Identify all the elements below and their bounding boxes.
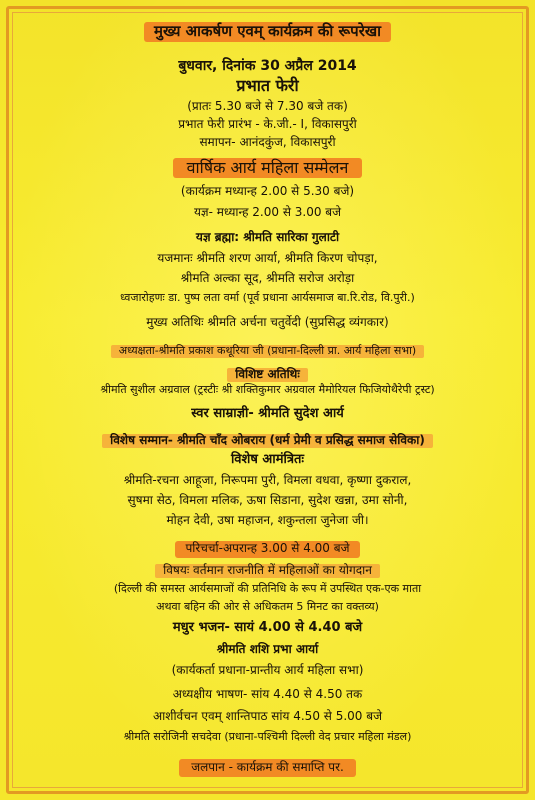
- footer-refreshment: जलपान - कार्यक्रम की समाप्ति पर.: [179, 759, 356, 777]
- sammelan-time: (कार्यक्रम मध्यान्ह 2.00 से 5.30 बजे): [180, 184, 355, 198]
- invited-line-3: मोहन देवी, उषा महाजन, शकुन्तला जुनेजा जी।: [166, 513, 369, 527]
- special-honor: विशेष सम्मान- श्रीमति चाँद ओबराय (धर्म प्रेमी व प्रसिद्ध समाज सेविका): [102, 434, 433, 448]
- bhajan-time: मधुर भजन- सायं 4.00 से 4.40 बजे: [172, 620, 363, 635]
- prabhat-time: (प्रातः 5.30 बजे से 7.30 बजे तक): [187, 99, 348, 113]
- charcha-note-2: अथवा बहिन की ओर से अधिकतम 5 मिनट का वक्तव्य): [156, 600, 379, 613]
- main-title: मुख्य आकर्षण एवम् कार्यक्रम की रूपरेखा: [144, 22, 391, 42]
- yagya-time: यज्ञ- मध्यान्ह 2.00 से 3.00 बजे: [193, 205, 342, 219]
- dhwajarohan: ध्वजारोहणः डा. पुष्प लता वर्मा (पूर्व प्रधाना आर्यसमाज बा.रि.रोड, वि.पुरी.): [120, 291, 415, 304]
- bhajan-singer-role: (कार्यकर्ता प्रधाना-प्रान्तीय आर्य महिला सभा): [171, 663, 364, 677]
- special-guest: श्रीमति सुशील अग्रवाल (ट्रस्टीः श्री शक्तिकुमार अग्रवाल मैमोरियल फिजियोथैरेपी ट्रस्ट): [100, 383, 435, 396]
- special-guest-label: विशिष्ट अतिथिः: [227, 368, 308, 382]
- swar-samragyi: स्वर साम्राज्ञी- श्रीमति सुदेश आर्य: [191, 406, 344, 421]
- prabhat-start: प्रभात फेरी प्रारंभ - के.जी.- I, विकासपुरी: [178, 117, 357, 131]
- charcha-time: परिचर्चा-अपरान्ह 3.00 से 4.00 बजे: [175, 541, 359, 558]
- invited-line-2: सुषमा सेठ, विमला मलिक, ऊषा सिडाना, सुदेश खन्ना, उमा सोनी,: [127, 493, 408, 507]
- yajman-line-2: श्रीमति अल्का सूद, श्रीमति सरोज अरोड़ा: [180, 271, 355, 285]
- yajman-line-1: यजमानः श्रीमति शरण आर्या, श्रीमति किरण चोपड़ा,: [157, 251, 378, 265]
- chief-guest: मुख्य अतिथिः श्रीमति अर्चना चतुर्वेदी (सुप्रसिद्ध व्यंगकार): [146, 315, 389, 329]
- event-date: बुधवार, दिनांक 30 अप्रैल 2014: [178, 58, 357, 74]
- charcha-topic: विषयः वर्तमान राजनीति में महिलाओं का योगदान: [155, 564, 380, 578]
- prabhat-end: समापन- आनंदकुंज, विकासपुरी: [199, 135, 336, 149]
- yagya-brahma: यज्ञ ब्रह्मा: श्रीमति सारिका गुलाटी: [195, 230, 340, 244]
- prabhat-heading: प्रभात फेरी: [236, 76, 299, 95]
- blessing: आशीर्वचन एवम् शान्तिपाठ सांय 4.50 से 5.00 बजे: [153, 709, 382, 723]
- president: अध्यक्षता-श्रीमति प्रकाश कथूरिया जी (प्रधाना-दिल्ली प्रा. आर्य महिला सभा): [111, 345, 424, 358]
- sammelan-heading: वार्षिक आर्य महिला सम्मेलन: [173, 158, 363, 178]
- invited-line-1: श्रीमति-रचना आहूजा, निरूपमा पुरी, विमला वधवा, कृष्णा दुकराल,: [123, 473, 412, 487]
- charcha-note-1: (दिल्ली की समस्त आर्यसमाजों की प्रतिनिधि के रूप में उपस्थित एक-एक माता: [113, 582, 422, 595]
- bhajan-singer: श्रीमति शशि प्रभा आर्या: [216, 642, 319, 656]
- presidential-address: अध्यक्षीय भाषण- सांय 4.40 से 4.50 तक: [172, 687, 363, 701]
- invited-label: विशेष आमंत्रितः: [230, 452, 305, 467]
- blessing-by: श्रीमति सरोजिनी सचदेवा (प्रधाना-पश्चिमी दिल्ली वेद प्रचार महिला मंडल): [123, 730, 412, 743]
